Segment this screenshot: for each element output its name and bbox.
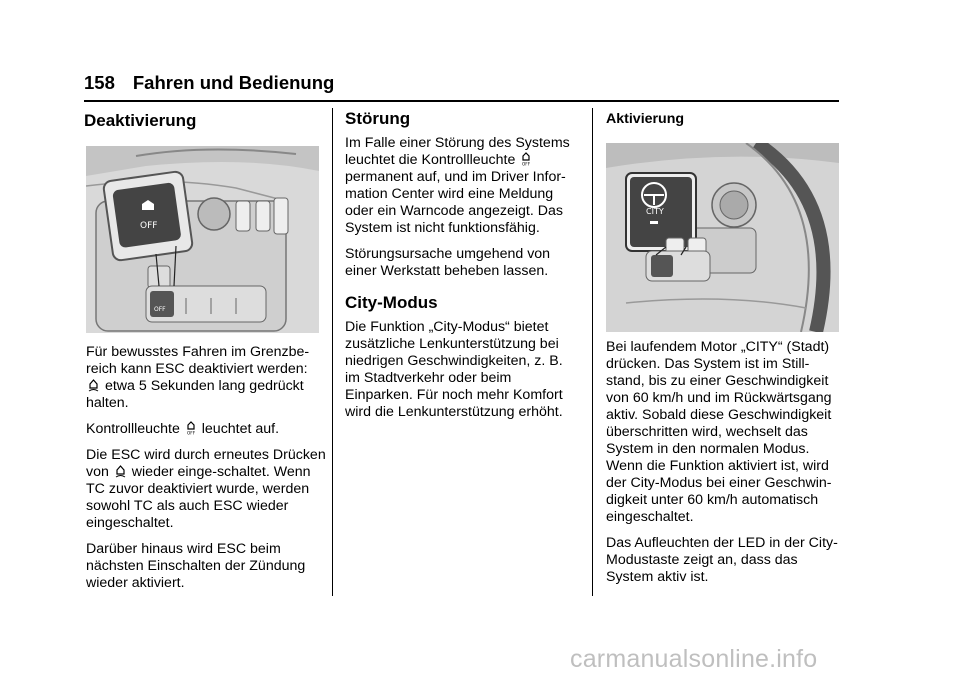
column-divider-2 bbox=[592, 108, 593, 596]
text-intro: Für bewusstes Fahren im Grenzbe-reich kann ESC deaktiviert werden: bbox=[86, 344, 310, 377]
heading-aktivierung: Aktivierung bbox=[606, 111, 685, 127]
watermark: carmanualsonline.info bbox=[570, 645, 818, 673]
paragraph-aktivierung: Bei laufendem Motor „CITY“ (Stadt) drücken. Das System ist im Still-stand, bis zu einer Geschwindigkeit von 60 km/h und im Rückwärtsgang aktiv. Sobald diese Geschwindigkeit überschritten wird, wechselt das System in den normalen Modus. Wenn die Funktion aktiviert ist, wird der City-Modus bei einer Geschwin-digkeit unter 60 km/h automatisch eingeschaltet. bbox=[606, 339, 832, 525]
paragraph-werkstatt: Störungsursache umgehend von einer Werkstatt beheben lassen. bbox=[345, 246, 551, 279]
heading-city-modus: City-Modus bbox=[345, 293, 438, 312]
paragraph-reactivate bbox=[86, 447, 326, 532]
text-stoerung-b: permanent auf, und im Driver Infor-mation Center wird eine Meldung oder ein Warncode angezeigt. Das System ist nicht funktionsfähig. bbox=[345, 169, 566, 236]
paragraph-ignition: Darüber hinaus wird ESC beim nächsten Einschalten der Zündung wieder aktiviert. bbox=[86, 541, 306, 591]
esc-switch-illustration bbox=[86, 146, 319, 333]
text-hold: etwa 5 Sekunden lang gedrückt halten. bbox=[86, 378, 304, 411]
text-reactivate-b: wieder einge-schaltet. Wenn TC zuvor deaktiviert wurde, werden sowohl TC als auch ESC wieder eingeschaltet. bbox=[86, 464, 311, 531]
esc-off-lamp-icon bbox=[186, 421, 196, 435]
figure-off-label-small: OFF bbox=[154, 306, 166, 313]
figure-off-label: OFF bbox=[140, 221, 158, 231]
heading-deaktivierung: Deaktivierung bbox=[84, 111, 197, 130]
column-aktivierung bbox=[606, 111, 842, 128]
column-deaktivierung-text bbox=[86, 344, 326, 601]
column-aktivierung-text bbox=[606, 339, 846, 595]
paragraph-stoerung bbox=[345, 135, 581, 237]
city-button-illustration bbox=[606, 143, 839, 332]
page-header bbox=[84, 72, 334, 94]
svg-text:OFF: OFF bbox=[186, 430, 195, 435]
paragraph-lamp bbox=[86, 421, 326, 438]
text-kontrollleuchte: Kontrollleuchte bbox=[86, 421, 180, 437]
esc-off-icon bbox=[88, 379, 99, 392]
text-stoerung-a: Im Falle einer Störung des Systems leuchtet die Kontrollleuchte bbox=[345, 135, 570, 168]
column-stoerung bbox=[345, 110, 581, 430]
column-deaktivierung bbox=[84, 112, 324, 129]
figure-city-label: CITY bbox=[646, 207, 664, 216]
paragraph-city-modus: Die Funktion „City-Modus“ bietet zusätzliche Lenkunterstützung bei niedrigen Geschwindigkeiten, z. B. im Stadtverkehr oder beim Einparken. Für noch mehr Komfort wird die Lenkunterstützung erhöht. bbox=[345, 319, 563, 420]
figure-esc-switch bbox=[86, 146, 319, 333]
paragraph-led: Das Aufleuchten der LED in der City-Modustaste zeigt an, dass das System aktiv ist. bbox=[606, 535, 838, 585]
text-reactivate-a: Die ESC wird durch erneutes Drücken von bbox=[86, 447, 326, 480]
figure-city-button bbox=[606, 143, 839, 332]
header-rule bbox=[84, 100, 839, 102]
paragraph-intro bbox=[86, 344, 326, 412]
column-divider-1 bbox=[332, 108, 333, 596]
svg-text:OFF: OFF bbox=[522, 161, 531, 166]
page-number: 158 bbox=[84, 72, 115, 93]
heading-stoerung: Störung bbox=[345, 109, 411, 128]
esc-off-icon-2 bbox=[115, 465, 126, 478]
page-title: Fahren und Bedienung bbox=[132, 72, 335, 93]
esc-off-lamp-icon-2 bbox=[521, 152, 531, 166]
text-leuchtet: leuchtet auf. bbox=[201, 421, 280, 437]
